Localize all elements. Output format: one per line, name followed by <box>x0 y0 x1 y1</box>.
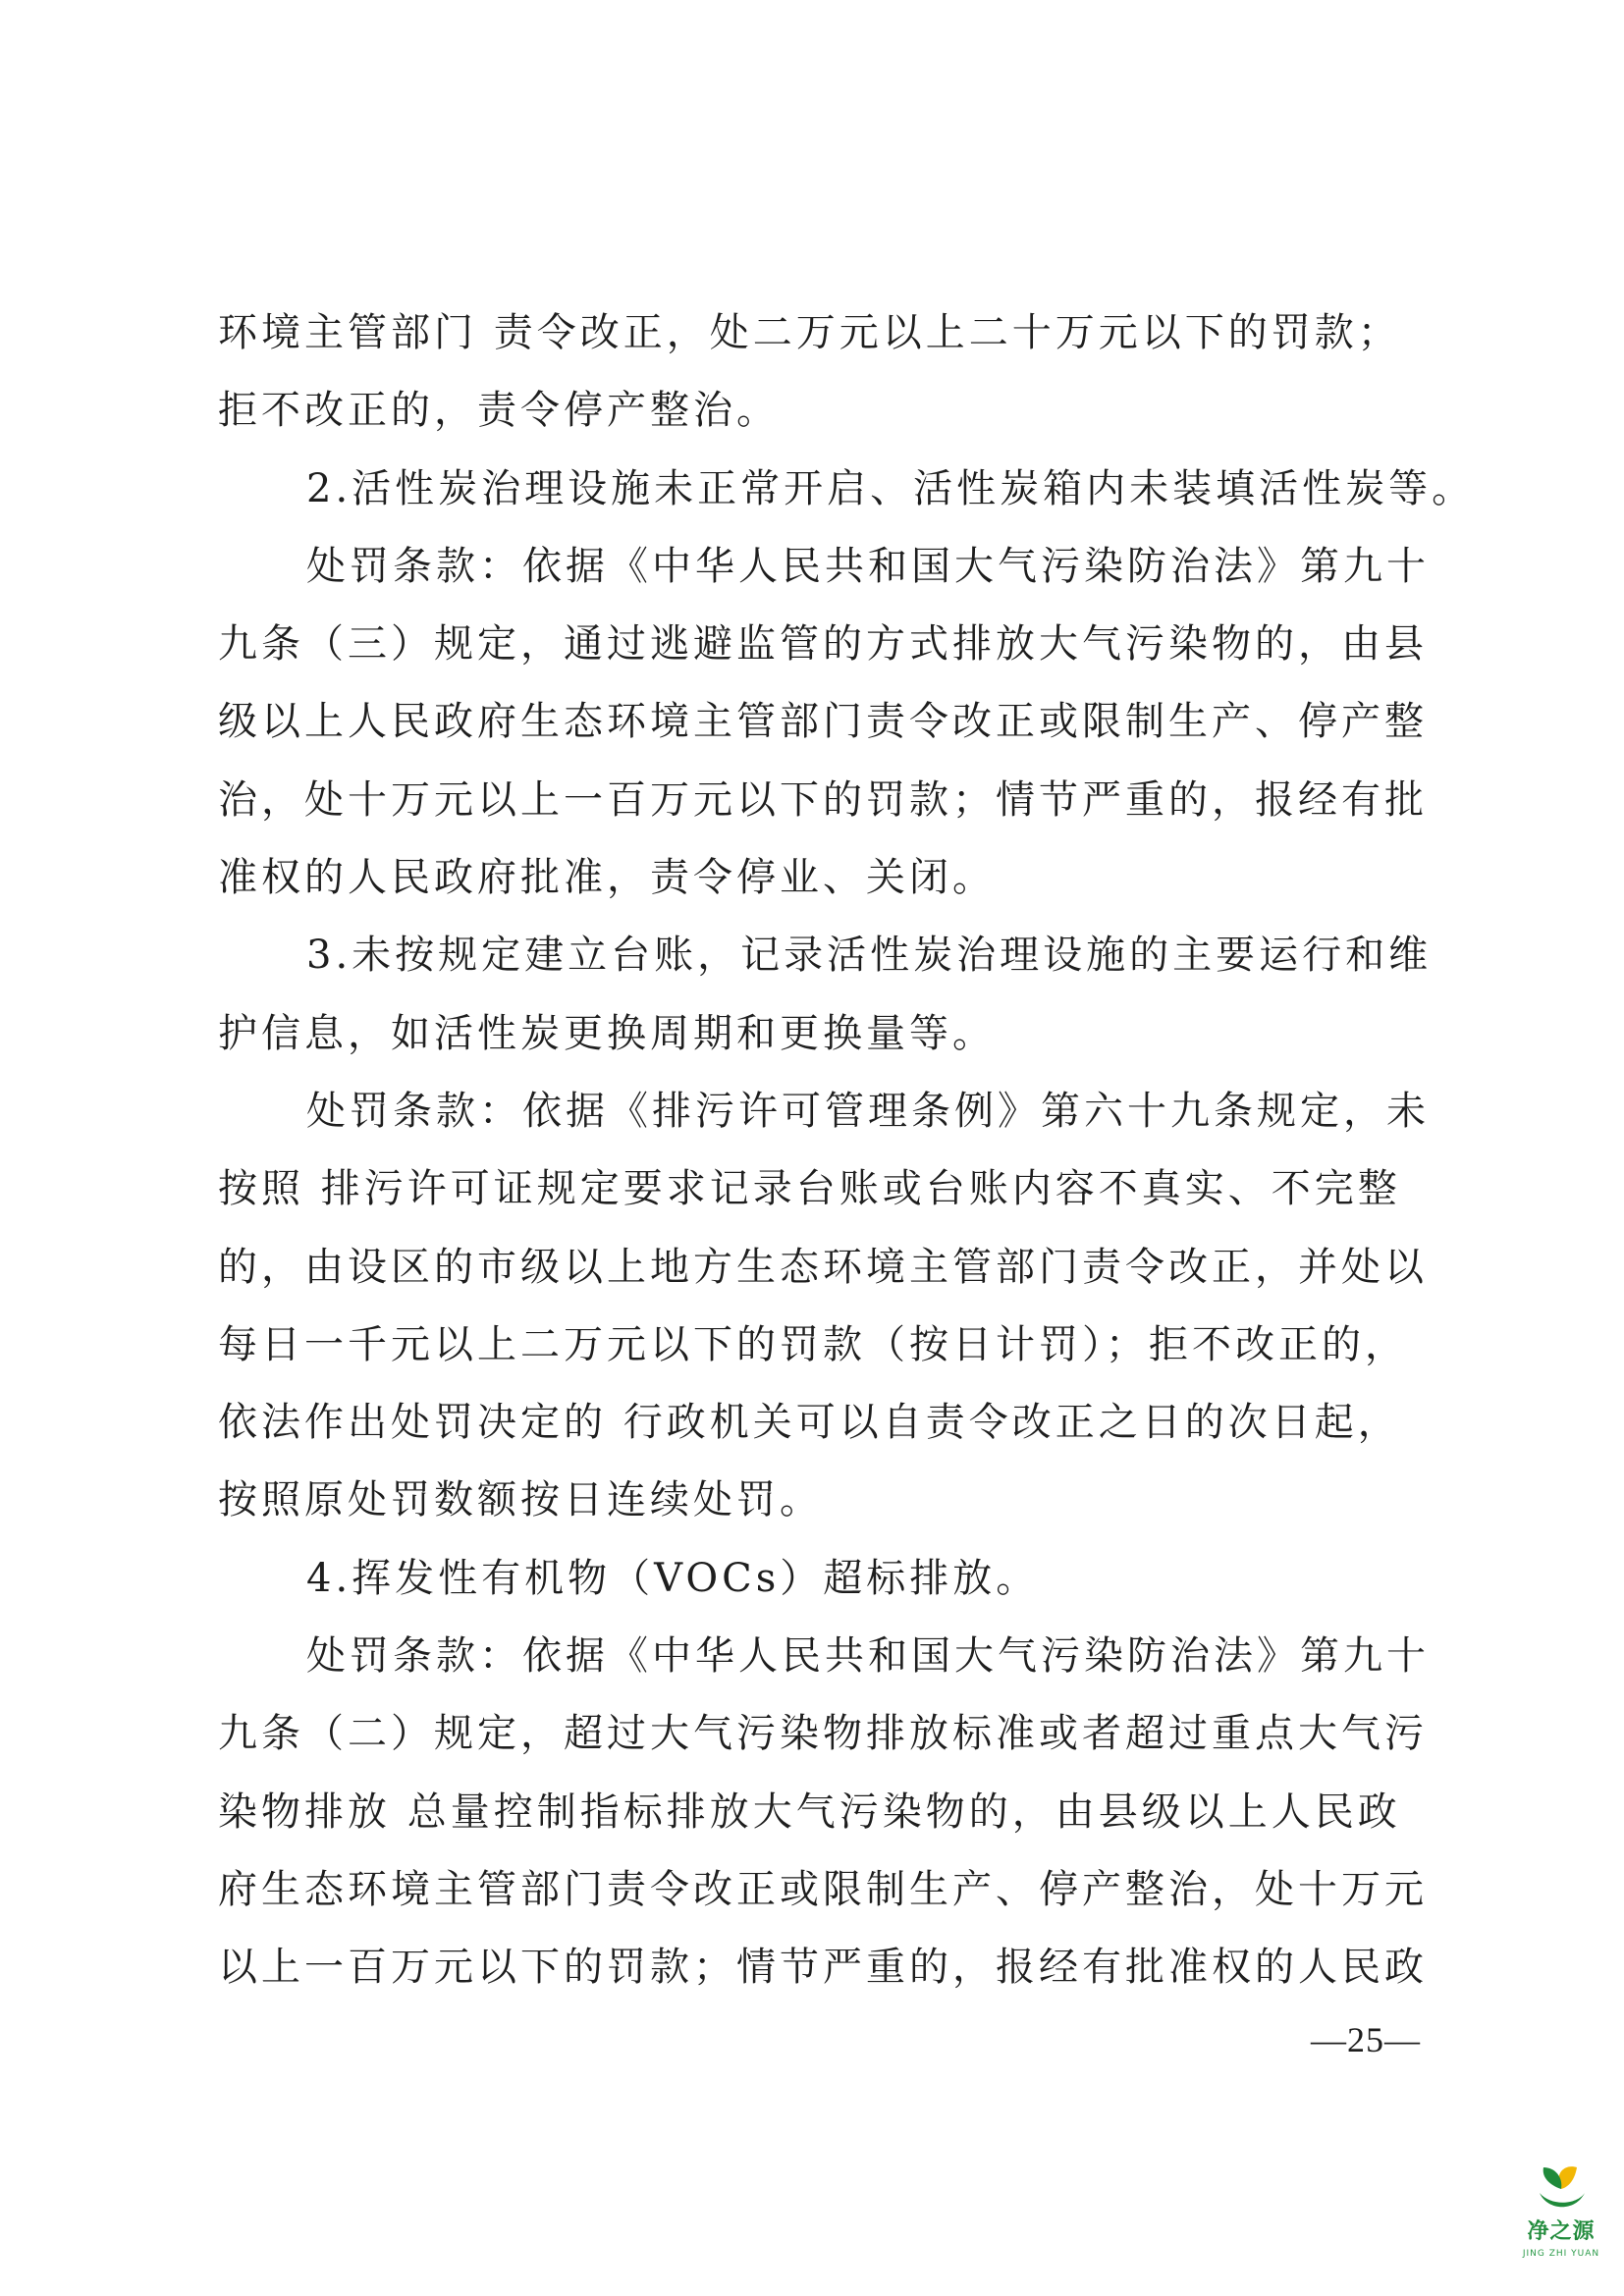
paragraph-line: 治，处十万元以上一百万元以下的罚款；情节严重的，报经有批 <box>218 776 1428 823</box>
paragraph-line: 拒不改正的，责令停产整治。 <box>218 388 780 434</box>
paragraph-line: 按照原处罚数额按日连续处罚。 <box>218 1477 823 1523</box>
paragraph-line: 府生态环境主管部门责令改正或限制生产、停产整治，处十万元 <box>218 1866 1428 1912</box>
document-body <box>218 294 1476 2007</box>
green-leaf-icon <box>1543 2167 1562 2189</box>
paragraph-line: 九条（二）规定，超过大气污染物排放标准或者超过重点大气污 <box>218 1711 1428 1757</box>
page-number: —25— <box>1311 2020 1421 2059</box>
paragraph-line: 九条（三）规定，通过逃避监管的方式排放大气污染物的，由县 <box>218 621 1428 667</box>
paragraph-line: 护信息，如活性炭更换周期和更换量等。 <box>218 1010 996 1056</box>
paragraph-line: 准权的人民政府批准，责令停业、关闭。 <box>218 855 996 901</box>
green-swoosh-icon <box>1540 2193 1585 2207</box>
paragraph-line: 依法作出处罚决定的 行政机关可以自责令改正之日的次日起， <box>218 1400 1401 1446</box>
paragraph-line: 每日一千元以上二万元以下的罚款（按日计罚）；拒不改正的， <box>218 1321 1408 1367</box>
watermark-logo <box>1512 2160 1610 2287</box>
leaf-emblem-icon <box>1532 2160 1591 2218</box>
paragraph-line: 环境主管部门 责令改正，处二万元以上二十万元以下的罚款； <box>218 310 1401 355</box>
penalty-clause-line: 处罚条款：依据《排污许可管理条例》第六十九条规定，未 <box>306 1088 1430 1134</box>
paragraph-line: 按照 排污许可证规定要求记录台账或台账内容不真实、不完整 <box>218 1166 1401 1212</box>
penalty-clause-line: 处罚条款：依据《中华人民共和国大气污染防治法》第九十 <box>306 1633 1430 1680</box>
item-heading-2: 2.活性炭治理设施未正常开启、活性炭箱内未装填活性炭等。 <box>306 465 1476 511</box>
paragraph-line: 以上一百万元以下的罚款；情节严重的，报经有批准权的人民政 <box>218 1945 1428 1991</box>
paragraph-line: 的，由设区的市级以上地方生态环境主管部门责令改正，并处以 <box>218 1244 1428 1290</box>
item-heading-4: 4.挥发性有机物（VOCs）超标排放。 <box>306 1555 1040 1601</box>
watermark-brand-name: 净之源 <box>1527 2219 1596 2244</box>
paragraph-line: 染物排放 总量控制指标排放大气污染物的，由县级以上人民政 <box>218 1789 1401 1835</box>
paragraph-line: 级以上人民政府生态环境主管部门责令改正或限制生产、停产整 <box>218 699 1428 745</box>
watermark-brand-pinyin: JING ZHI YUAN <box>1522 2249 1600 2259</box>
penalty-clause-line: 处罚条款：依据《中华人民共和国大气污染防治法》第九十 <box>306 543 1430 589</box>
item-heading-3: 3.未按规定建立台账，记录活性炭治理设施的主要运行和维 <box>306 933 1433 979</box>
